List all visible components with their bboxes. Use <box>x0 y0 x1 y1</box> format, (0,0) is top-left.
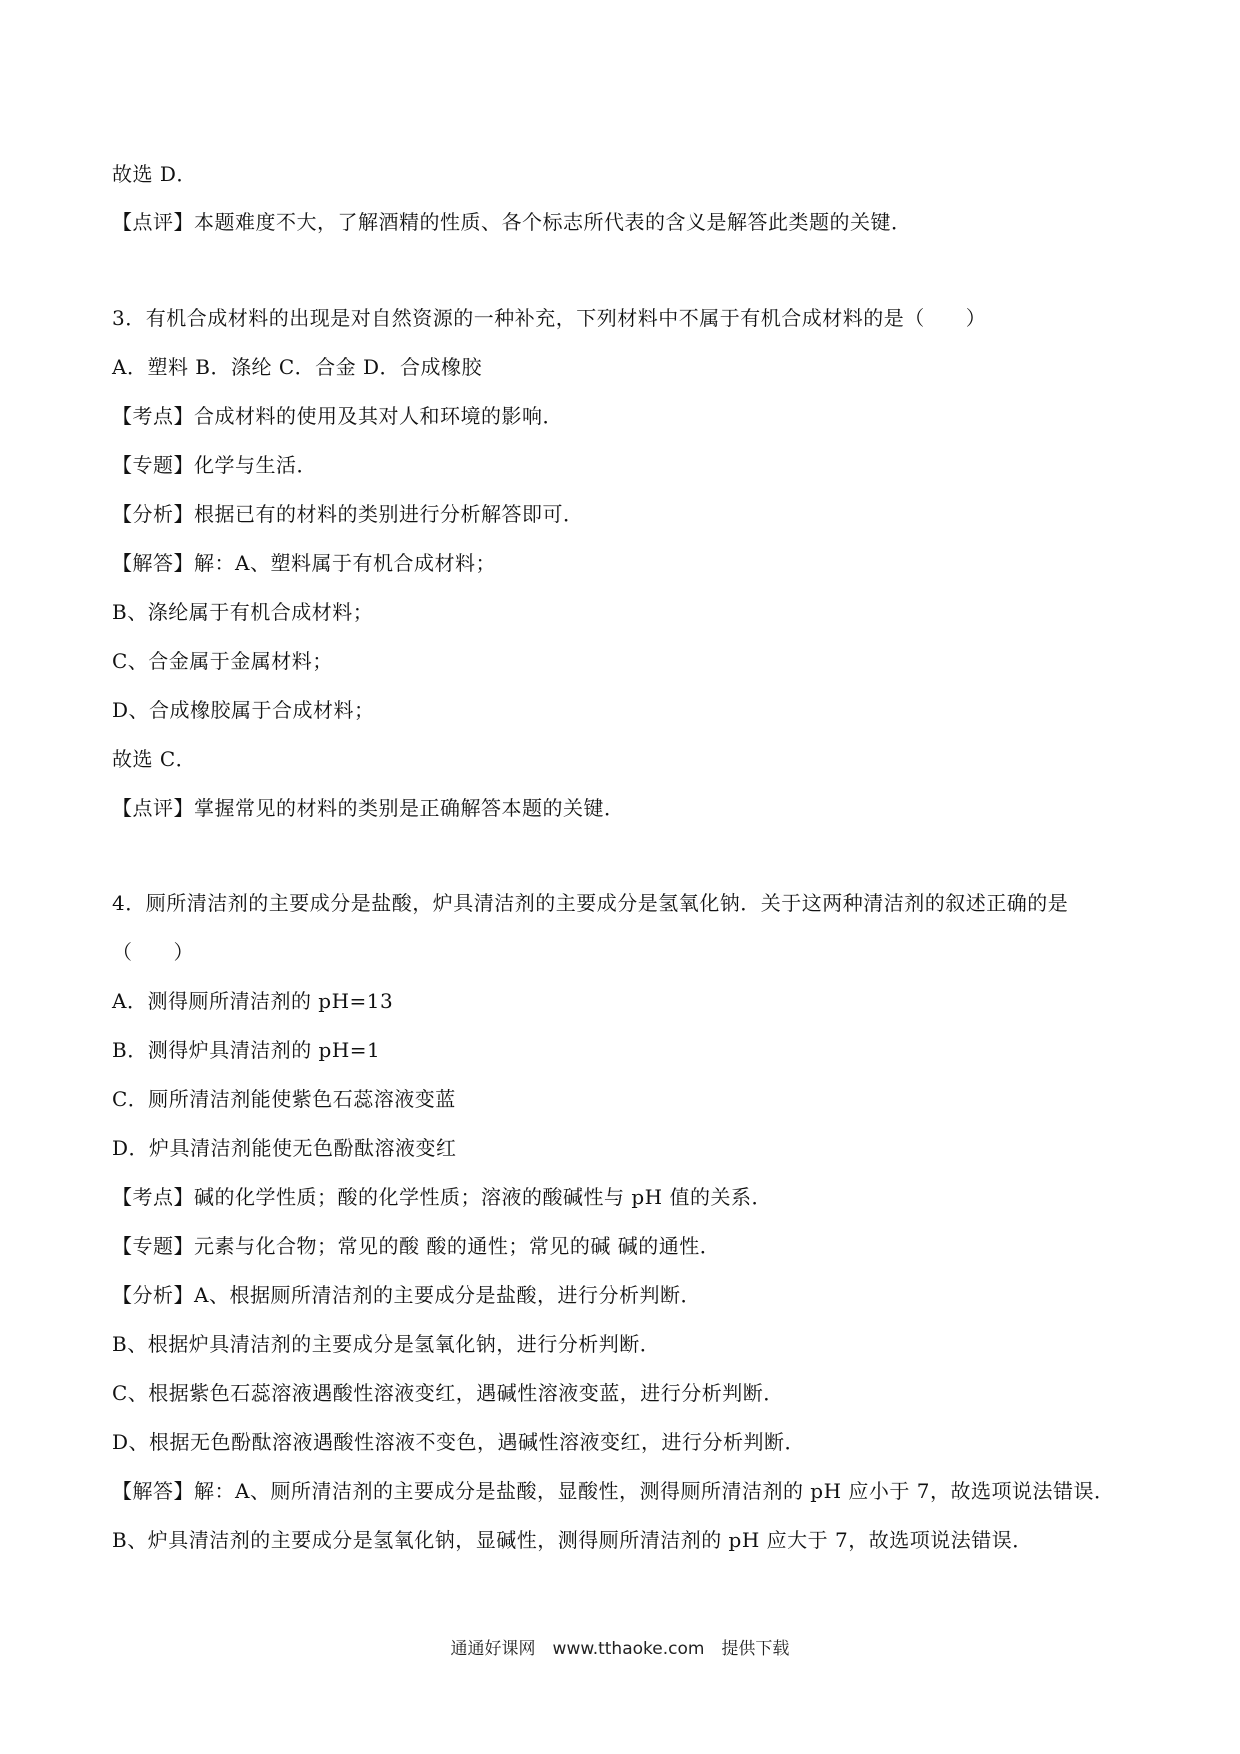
analysis-line: D、根据无色酚酞溶液遇酸性溶液不变色，遇碱性溶液变红，进行分析判断． <box>112 1430 806 1454</box>
conclusion-line: 故选 C． <box>112 747 197 771</box>
solution-line: C、合金属于金属材料； <box>112 649 333 673</box>
option-a: A．测得厕所清洁剂的 pH=13 <box>112 989 394 1013</box>
option-c: C．厕所清洁剂能使紫色石蕊溶液变蓝 <box>112 1087 456 1111</box>
solution-line: B、炉具清洁剂的主要成分是氢氧化钠，显碱性，测得厕所清洁剂的 pH 应大于 7，故选项说法错误． <box>112 1528 1033 1552</box>
question-4-stem-continued: （ ） <box>112 940 194 964</box>
topic-line: 【专题】化学与生活． <box>112 453 317 477</box>
analysis-line: C、根据紫色石蕊溶液遇酸性溶液变红，遇碱性溶液变蓝，进行分析判断． <box>112 1381 784 1405</box>
analysis-line: 【分析】根据已有的材料的类别进行分析解答即可． <box>112 502 584 526</box>
knowledge-point-line: 【考点】合成材料的使用及其对人和环境的影响． <box>112 404 563 428</box>
option-d: D．炉具清洁剂能使无色酚酞溶液变红 <box>112 1136 457 1160</box>
solution-line: D、合成橡胶属于合成材料； <box>112 698 375 722</box>
knowledge-point-line: 【考点】碱的化学性质；酸的化学性质；溶液的酸碱性与 pH 值的关系． <box>112 1185 772 1209</box>
comment-line: 【点评】本题难度不大，了解酒精的性质、各个标志所代表的含义是解答此类题的关键． <box>112 210 912 234</box>
solution-line: 【解答】解：A、厕所清洁剂的主要成分是盐酸，显酸性，测得厕所清洁剂的 pH 应小于 7，故选项说法错误． <box>112 1479 1115 1503</box>
question-3-stem: 3．有机合成材料的出现是对自然资源的一种补充，下列材料中不属于有机合成材料的是（ ） <box>112 306 987 330</box>
question-4-stem: 4．厕所清洁剂的主要成分是盐酸，炉具清洁剂的主要成分是氢氧化钠．关于这两种清洁剂的叙述正确的是 <box>112 891 1069 915</box>
topic-line: 【专题】元素与化合物；常见的酸 酸的通性；常见的碱 碱的通性． <box>112 1234 721 1258</box>
solution-line: B、涤纶属于有机合成材料； <box>112 600 374 624</box>
conclusion-line: 故选 D． <box>112 162 197 186</box>
analysis-line: 【分析】A、根据厕所清洁剂的主要成分是盐酸，进行分析判断． <box>112 1283 701 1307</box>
option-b: B．测得炉具清洁剂的 pH=1 <box>112 1038 381 1062</box>
analysis-line: B、根据炉具清洁剂的主要成分是氢氧化钠，进行分析判断． <box>112 1332 661 1356</box>
page-footer: 通通好课网 www.tthaoke.com 提供下载 <box>450 1639 790 1659</box>
question-3-options: A．塑料 B．涤纶 C．合金 D．合成橡胶 <box>112 355 483 379</box>
comment-line: 【点评】掌握常见的材料的类别是正确解答本题的关键． <box>112 796 625 820</box>
solution-line: 【解答】解：A、塑料属于有机合成材料； <box>112 551 496 575</box>
